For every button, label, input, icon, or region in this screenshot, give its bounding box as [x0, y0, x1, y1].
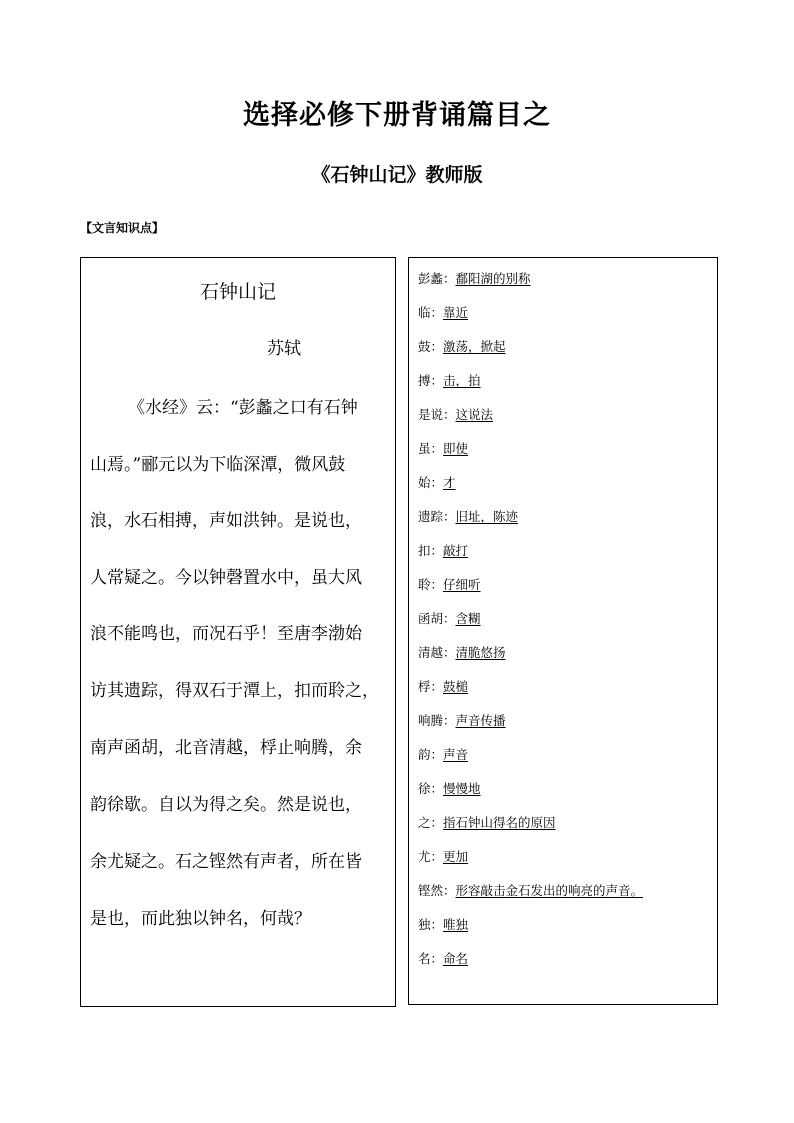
vocab-item [418, 338, 506, 356]
section-label: 【文言知识点】 [80, 221, 165, 235]
poem-line: 韵徐歇。自以为得之矣。然是说也， [90, 795, 362, 815]
vocab-item [418, 916, 468, 934]
poem-line: 余尤疑之。石之铿然有声者，所在皆 [90, 852, 362, 872]
vocab-item [418, 746, 468, 764]
poem-line: 山焉。”郦元以为下临深潭，微风鼓 [90, 455, 346, 475]
vocab-term: 是说： [418, 407, 456, 422]
vocab-item [418, 406, 493, 424]
poem-author: 苏轼 [267, 339, 301, 359]
vocab-item [418, 576, 481, 594]
vocab-definition: 靠近 [443, 305, 469, 320]
vocab-term: 虽： [418, 441, 444, 456]
vocab-definition: 含糊 [455, 611, 481, 626]
vocab-item [418, 372, 481, 390]
vocab-term: 函胡： [418, 611, 456, 626]
vocab-definition: 击，拍 [443, 373, 481, 388]
vocab-definition: 清脆悠扬 [455, 645, 506, 660]
vocab-term: 响腾： [418, 713, 456, 728]
vocab-term: 彭蠡： [418, 271, 456, 286]
vocab-term: 清越： [418, 645, 456, 660]
vocab-item [418, 270, 531, 288]
vocab-item [418, 644, 506, 662]
vocab-definition: 慢慢地 [443, 781, 481, 796]
vocab-definition: 形容敲击金石发出的响亮的声音。 [455, 883, 644, 898]
poem-title: 石钟山记 [199, 281, 276, 303]
vocab-term: 之： [418, 815, 444, 830]
poem-line: 《水经》云：“彭蠡之口有石钟 [128, 398, 358, 418]
poem-line: 人常疑之。今以钟磬置水中，虽大风 [90, 568, 362, 588]
vocab-item [418, 610, 481, 628]
vocab-item [418, 304, 468, 322]
vocab-definition: 仔细听 [443, 577, 481, 592]
vocab-definition: 这说法 [455, 407, 494, 422]
page-title: 选择必修下册背诵篇目之 [243, 100, 551, 131]
vocab-item [418, 474, 456, 492]
vocab-item [418, 882, 643, 900]
vocab-definition: 命名 [443, 951, 469, 966]
poem-line: 浪不能鸣也，而况石乎！至唐李渤始 [90, 624, 362, 644]
vocab-term: 扣： [418, 543, 444, 558]
poem-line: 南声函胡，北音清越，桴止响腾，余 [90, 738, 362, 758]
vocab-term: 韵： [418, 747, 444, 762]
vocab-item [418, 950, 468, 968]
vocab-term: 尤： [418, 849, 444, 864]
poem-line: 是也，而此独以钟名，何哉？ [90, 909, 311, 929]
vocab-term: 搏： [418, 373, 444, 388]
vocab-term: 铿然： [418, 883, 456, 898]
vocab-definition: 鼓槌 [443, 679, 469, 694]
vocab-definition: 声音 [443, 747, 469, 762]
poem-line: 访其遗踪，得双石于潭上，扣而聆之， [90, 681, 379, 701]
poem-line: 浪，水石相搏，声如洪钟。是说也， [90, 511, 362, 531]
vocab-term: 徐： [418, 781, 444, 796]
vocab-term: 桴： [418, 679, 444, 694]
vocab-item [418, 678, 468, 696]
vocab-term: 聆： [418, 577, 444, 592]
vocab-definition: 激荡，掀起 [443, 339, 506, 354]
vocab-term: 始： [418, 475, 444, 490]
vocab-item [418, 440, 468, 458]
vocab-definition: 才 [443, 475, 456, 490]
vocab-item [418, 780, 481, 798]
vocab-term: 独： [418, 917, 444, 932]
vocab-definition: 即使 [443, 441, 469, 456]
vocab-item [418, 508, 518, 526]
vocab-term: 鼓： [418, 339, 444, 354]
vocab-item [418, 814, 556, 832]
vocab-term: 遗踪： [418, 509, 456, 524]
vocab-definition: 更加 [443, 849, 469, 864]
vocab-definition: 鄱阳湖的别称 [455, 271, 531, 286]
vocab-item [418, 712, 506, 730]
vocab-item [418, 542, 468, 560]
page-subtitle: 《石钟山记》教师版 [311, 164, 483, 186]
vocab-term: 名： [418, 951, 444, 966]
vocab-term: 临： [418, 305, 444, 320]
vocab-item [418, 848, 468, 866]
vocab-definition: 声音传播 [455, 713, 506, 728]
vocab-definition: 指石钟山得名的原因 [443, 815, 556, 830]
vocab-definition: 敲打 [443, 543, 469, 558]
vocab-definition: 旧址，陈迹 [455, 509, 519, 524]
vocab-definition: 唯独 [443, 917, 469, 932]
